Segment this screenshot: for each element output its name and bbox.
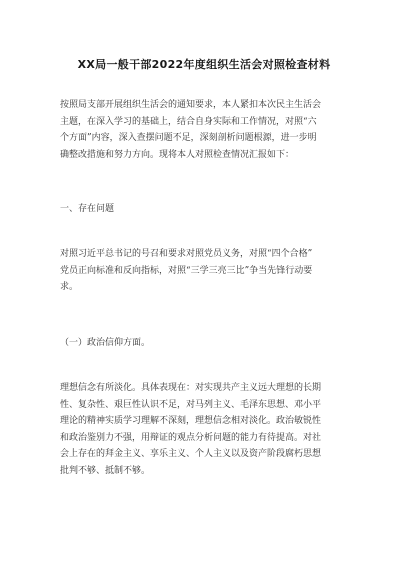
intro-paragraph (60, 97, 348, 163)
text-line: 求。 (60, 282, 79, 292)
body-paragraph (60, 246, 348, 296)
body-paragraph (60, 380, 348, 479)
text-line: 会上存在的拜金主义、享乐主义、个人主义以及资产阶段腐朽思想 (60, 449, 322, 459)
text-line: 批判不够、抵制不够。 (60, 465, 151, 476)
text-line: 对照习近平总书记的号召和要求对照党员义务，对照“四个合格” (60, 249, 313, 259)
text-line: 理想信念有所淡化。具体表现在：对实现共产主义远大理想的长期 (60, 383, 322, 393)
text-line: 和政治鉴别力不强，用辩证的观点分析问题的能力有待提高。对社 (60, 432, 322, 443)
text-line: 主题，在深入学习的基础上，结合自身实际和工作情况，对照“六 (60, 116, 317, 127)
subsection-heading: （一）政治信仰方面。 (60, 338, 151, 348)
text-line: 按照局支部开展组织生活会的通知要求，本人紧扣本次民主生活会 (60, 100, 322, 110)
section-heading: 一、存在问题 (60, 204, 115, 214)
document-title: XX局一般干部2022年度组织生活会对照检查材料 (77, 58, 331, 71)
text-line: 党员正向标准和反向指标，对照“三学三亮三比”争当先锋行动要 (60, 265, 313, 276)
text-line: 性、复杂性、艰巨性认识不足，对马列主义、毛泽东思想、邓小平 (60, 399, 322, 410)
text-line: 个方面”内容，深入查摆问题不足，深刻剖析问题根源，进一步明 (60, 133, 317, 143)
text-line: 确整改措施和努力方向。现将本人对照检查情况汇报如下： (60, 149, 295, 160)
text-line: 理论的精神实质学习理解不深刻，理想信念相对淡化。政治敏锐性 (60, 416, 322, 426)
